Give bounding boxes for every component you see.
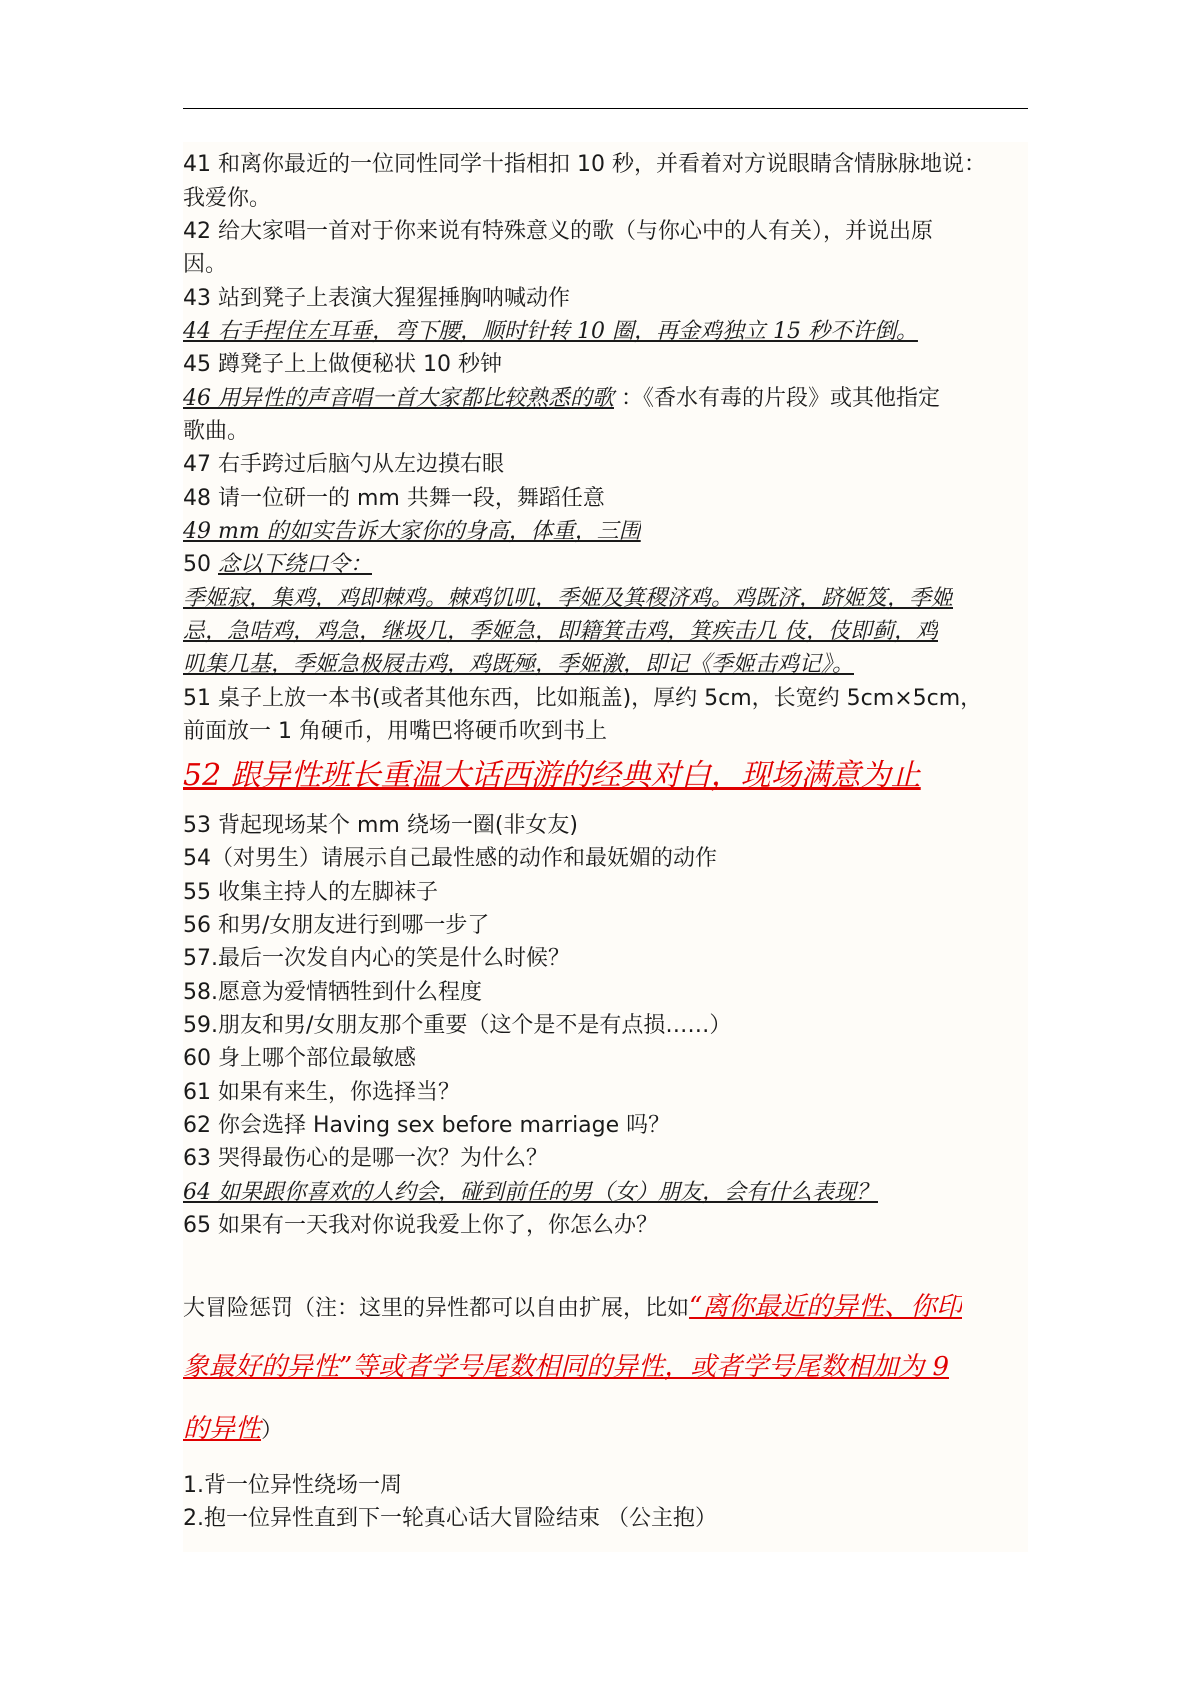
item-57: 57.最后一次发自内心的笑是什么时候？ xyxy=(183,946,570,971)
item-58: 58.愿意为爱情牺牲到什么程度 xyxy=(183,980,482,1005)
penalty-heading-plain: 大冒险惩罚（注：这里的异性都可以自由扩展，比如 xyxy=(183,1296,690,1321)
tongue-twister-line-1: 季姬寂，集鸡，鸡即棘鸡。棘鸡饥叽，季姬及箕稷济鸡。鸡既济，跻姬笈，季姬 xyxy=(183,586,954,611)
item-51-line-1: 51 桌子上放一本书(或者其他东西，比如瓶盖)，厚约 5cm，长宽约 5cm×5cm， xyxy=(183,686,983,711)
item-50-number: 50 xyxy=(183,552,218,577)
item-42-line-1: 42 给大家唱一首对于你来说有特殊意义的歌（与你心中的人有关），并说出原 xyxy=(183,219,933,244)
item-46-line-2: 歌曲。 xyxy=(183,419,250,444)
item-50-underlined: 念以下绕口令： xyxy=(218,552,373,577)
item-46-rest: ：《香水有毒的片段》或其他指定 xyxy=(614,386,940,411)
penalty-item-2: 2.抱一位异性直到下一轮真心话大冒险结束 （公主抱） xyxy=(183,1506,717,1531)
penalty-heading-line-3 xyxy=(183,1412,283,1448)
item-41-line-2: 我爱你。 xyxy=(183,186,272,211)
item-54: 54（对男生）请展示自己最性感的动作和最妩媚的动作 xyxy=(183,846,717,871)
item-45: 45 蹲凳子上上做便秘状 10 秒钟 xyxy=(183,352,502,377)
tongue-twister-line-3: 叽集几基，季姬急极屐击鸡，鸡既殛，季姬激，即记《季姬击鸡记》。 xyxy=(183,652,855,677)
item-49: 49 mm 的如实告诉大家你的身高，体重，三围 xyxy=(183,519,641,544)
tongue-twister-line-2: 忌，急咭鸡，鸡急，继圾几，季姬急，即籍箕击鸡，箕疾击几 伎，伎即蓟，鸡 xyxy=(183,619,938,644)
item-56: 56 和男/女朋友进行到哪一步了 xyxy=(183,913,490,938)
item-55: 55 收集主持人的左脚袜子 xyxy=(183,880,438,905)
item-63: 63 哭得最伤心的是哪一次？为什么？ xyxy=(183,1146,548,1171)
item-65: 65 如果有一天我对你说我爱上你了，你怎么办？ xyxy=(183,1213,658,1238)
item-48: 48 请一位研一的 mm 共舞一段，舞蹈任意 xyxy=(183,486,605,511)
item-60: 60 身上哪个部位最敏感 xyxy=(183,1046,416,1071)
penalty-item-1: 1.背一位异性绕场一周 xyxy=(183,1473,402,1498)
item-52-highlight: 52 跟异性班长重温大话西游的经典对白，现场满意为止 xyxy=(183,758,921,793)
item-42-line-2: 因。 xyxy=(183,252,228,277)
header-rule xyxy=(183,108,1028,109)
penalty-heading-close: ） xyxy=(261,1418,284,1443)
item-46-underlined: 46 用异性的声音唱一首大家都比较熟悉的歌 xyxy=(183,386,614,411)
item-43: 43 站到凳子上表演大猩猩捶胸呐喊动作 xyxy=(183,286,570,311)
item-51-line-2: 前面放一 1 角硬币，用嘴巴将硬币吹到书上 xyxy=(183,719,607,744)
item-47: 47 右手跨过后脑勺从左边摸右眼 xyxy=(183,452,504,477)
content-area xyxy=(183,142,1028,1552)
item-46-line-1 xyxy=(183,385,940,413)
penalty-heading-line-2: 象最好的异性”等或者学号尾数相同的异性，或者学号尾数相加为 9 xyxy=(183,1352,950,1382)
item-59: 59.朋友和男/女朋友那个重要（这个是不是有点损……） xyxy=(183,1013,732,1038)
item-50 xyxy=(183,551,372,579)
item-62: 62 你会选择 Having sex before marriage 吗？ xyxy=(183,1113,671,1138)
item-64: 64 如果跟你喜欢的人约会，碰到前任的男（女）朋友，会有什么表现？ xyxy=(183,1180,878,1205)
item-53: 53 背起现场某个 mm 绕场一圈(非女友) xyxy=(183,813,579,838)
penalty-heading-red: “离你最近的异性、你印 xyxy=(689,1292,963,1322)
item-61: 61 如果有来生，你选择当？ xyxy=(183,1080,460,1105)
item-44: 44 右手捏住左耳垂，弯下腰，顺时针转 10 圈，再金鸡独立 15 秒不许倒。 xyxy=(183,319,918,344)
penalty-heading-red-end: 的异性 xyxy=(183,1414,262,1444)
item-41-line-1: 41 和离你最近的一位同性同学十指相扣 10 秒，并看着对方说眼睛含情脉脉地说： xyxy=(183,152,986,177)
penalty-heading-line-1 xyxy=(183,1290,962,1326)
